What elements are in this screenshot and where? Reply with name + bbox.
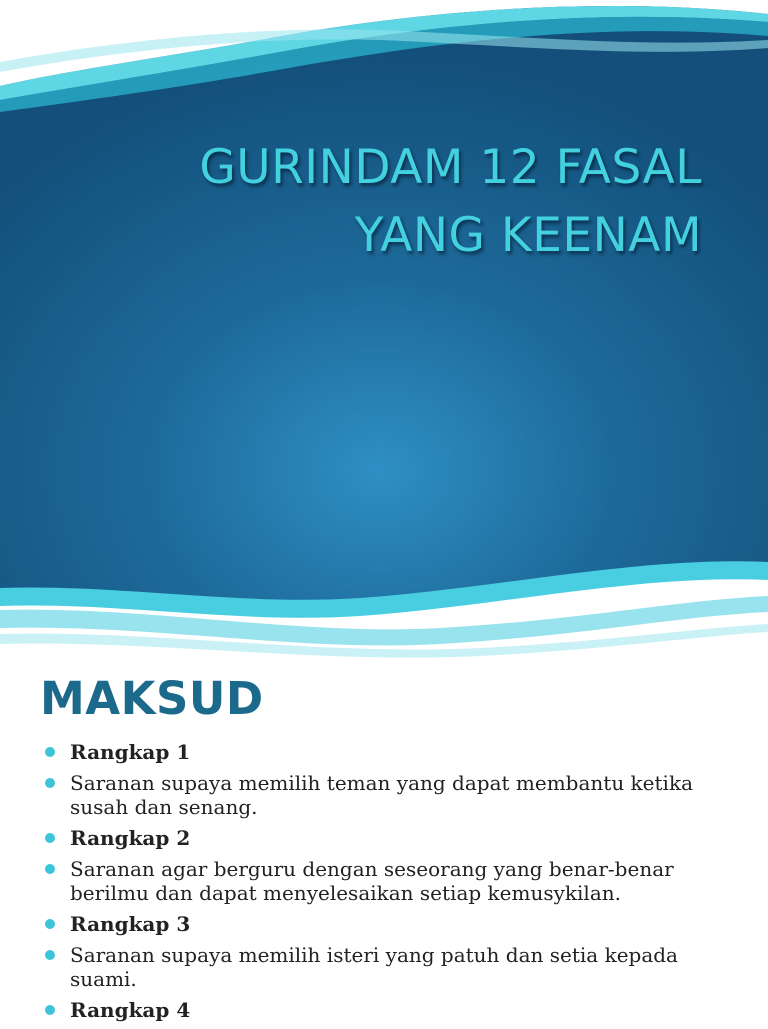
list-item	[45, 943, 735, 991]
title-line-1: GURINDAM 12 FASAL	[199, 140, 702, 195]
list-item-text: Saranan supaya memilih teman yang dapat membantu ketika susah dan senang.	[70, 771, 693, 819]
list-item-text: Rangkap 1	[70, 740, 191, 764]
title-line-2: YANG KEENAM	[354, 208, 702, 263]
list-item-text: Rangkap 3	[70, 912, 191, 936]
slide-heading: MAKSUD	[40, 672, 264, 725]
list-item-text: Saranan supaya memilih isteri yang patuh dan setia kepada suami.	[70, 943, 678, 991]
list-item	[45, 771, 735, 819]
bullet-dot-icon	[45, 950, 55, 960]
bullet-dot-icon	[45, 747, 55, 757]
content-slide	[0, 660, 768, 1024]
list-item-text: Saranan agar berguru dengan seseorang yang benar-benar berilmu dan dapat menyelesaikan setiap kemusykilan.	[70, 857, 674, 905]
bullet-list	[45, 740, 735, 1029]
slide-title	[62, 134, 702, 270]
list-item	[45, 740, 735, 764]
bullet-dot-icon	[45, 919, 55, 929]
bullet-dot-icon	[45, 833, 55, 843]
list-item-text: Rangkap 4	[70, 998, 191, 1022]
list-item	[45, 912, 735, 936]
list-item	[45, 826, 735, 850]
bullet-dot-icon	[45, 1005, 55, 1015]
bullet-dot-icon	[45, 778, 55, 788]
list-item-text: Rangkap 2	[70, 826, 191, 850]
list-item	[45, 998, 735, 1022]
bullet-dot-icon	[45, 864, 55, 874]
list-item	[45, 857, 735, 905]
